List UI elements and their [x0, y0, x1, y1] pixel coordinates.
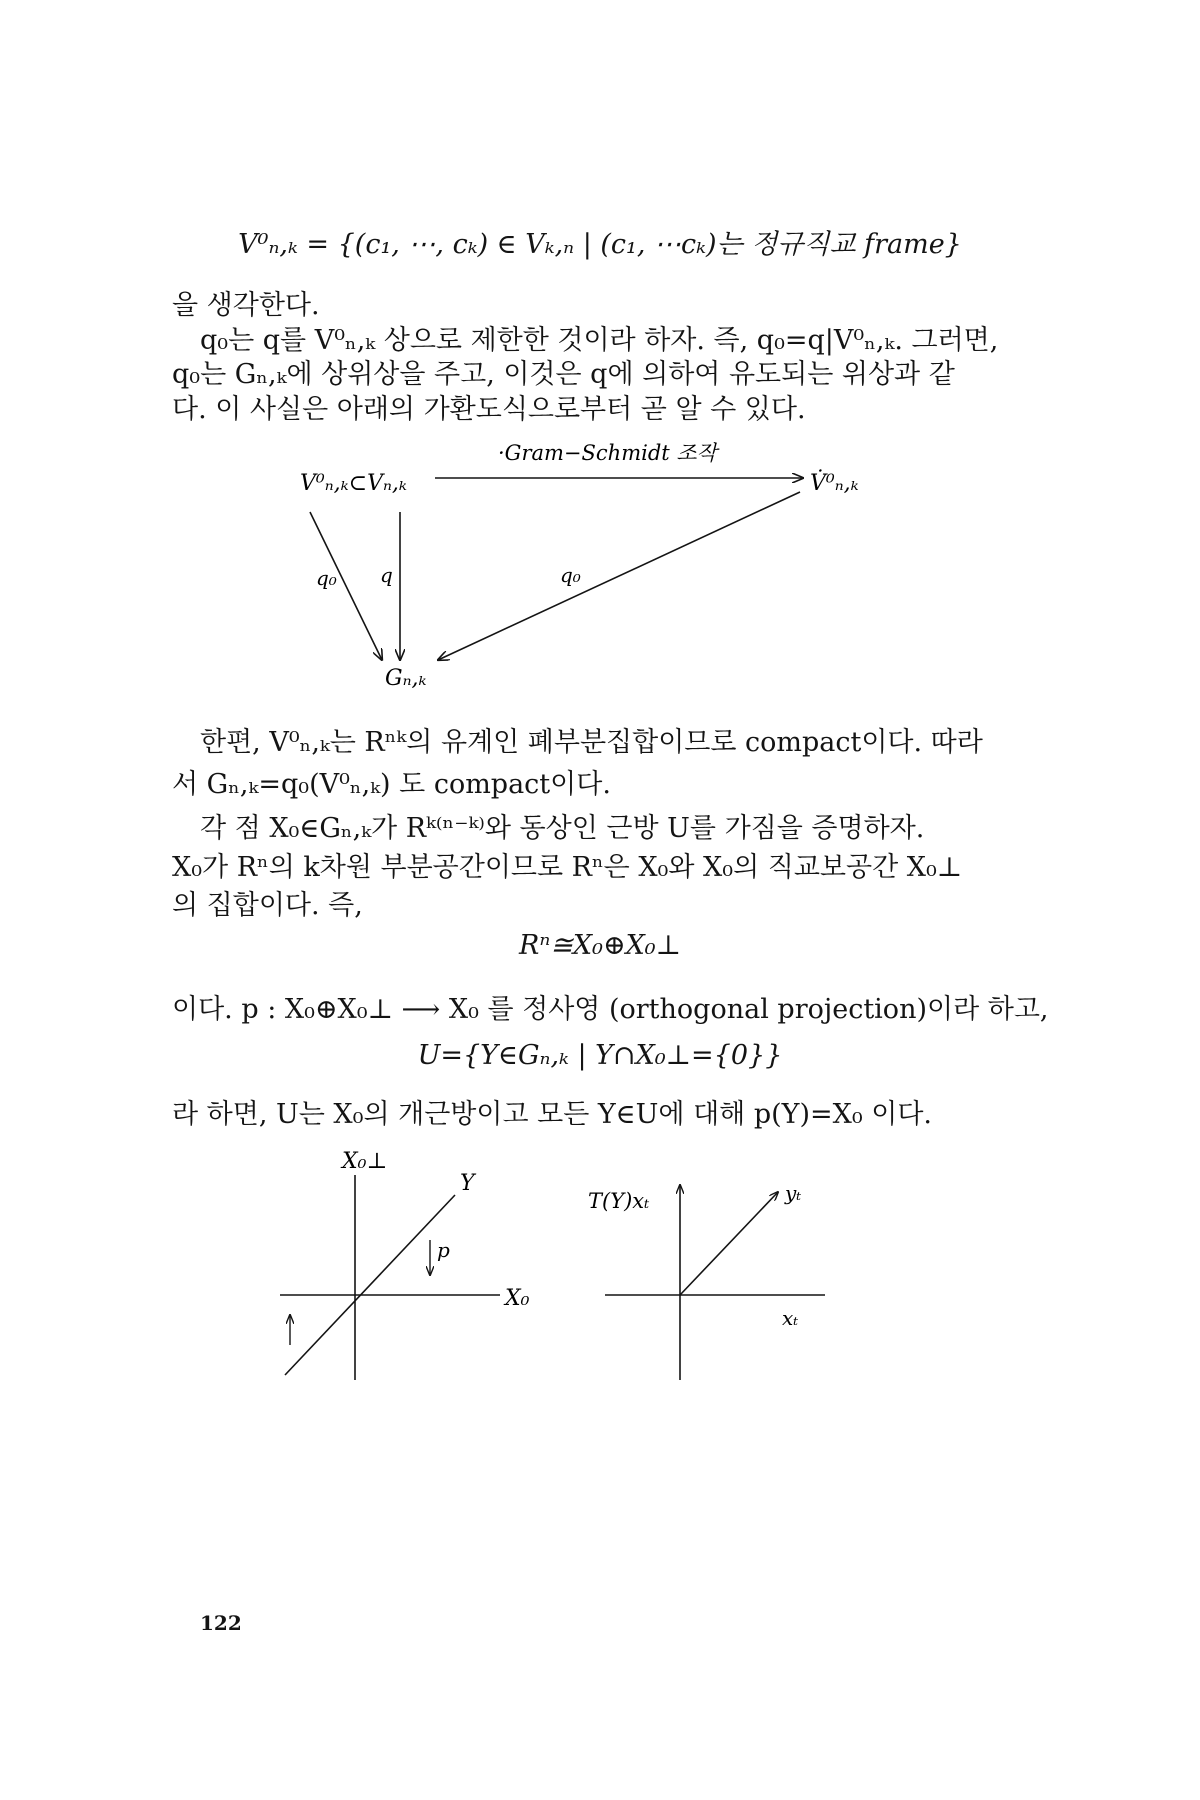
page-number: 122 [200, 1611, 242, 1635]
right-line-label: yₜ [785, 1181, 802, 1205]
paragraph-4-line-3: 의 집합이다. 즉, [172, 890, 363, 921]
left-axis-vert-label: X₀⊥ [342, 1149, 388, 1174]
paragraph-3-line-1: 한편, V⁰ₙ,ₖ는 Rⁿᵏ의 유계인 폐부분집합이므로 compact이다. 따라 [200, 727, 983, 758]
diagram-label-q0-left: q₀ [316, 566, 337, 590]
diagram-label-q: q [380, 563, 393, 587]
formula-v0: V⁰ₙ,ₖ = {(c₁, ⋯, cₖ) ∈ Vₖ,ₙ | (c₁, ⋯cₖ)는 정규직교 frame} [238, 229, 962, 260]
paragraph-3-line-2: 서 Gₙ,ₖ=q₀(V⁰ₙ,ₖ) 도 compact이다. [172, 769, 611, 800]
figure-projection [0, 1140, 1200, 1390]
left-axis-horiz-label: X₀ [505, 1286, 530, 1311]
paragraph-1: 을 생각한다. [172, 290, 320, 321]
diagram-top-right-node: V̇⁰ₙ,ₖ [810, 471, 859, 496]
paragraph-2-line-2: q₀는 Gₙ,ₖ에 상위상을 주고, 이것은 q에 의하여 유도되는 위상과 같 [172, 359, 955, 390]
diagram-top-left-node: V⁰ₙ,ₖ⊂Vₙ,ₖ [300, 471, 407, 496]
formula-iso: Rⁿ≅X₀⊕X₀⊥ [519, 930, 681, 961]
left-diagonal-line [285, 1195, 455, 1375]
right-axis-horiz-label: xₜ [782, 1306, 799, 1330]
right-axis-vert-label: T(Y)xₜ [588, 1189, 650, 1213]
formula-u: U={Y∈Gₙ,ₖ | Y∩X₀⊥={0}} [417, 1040, 783, 1071]
paragraph-2-line-3: 다. 이 사실은 아래의 가환도식으로부터 곧 알 수 있다. [172, 394, 806, 425]
diagram-label-q0-right: q₀ [560, 563, 581, 587]
diagram-bottom-node: Gₙ,ₖ [385, 666, 427, 691]
paragraph-2-line-1: q₀는 q를 V⁰ₙ,ₖ 상으로 제한한 것이라 하자. 즉, q₀=q|V⁰ₙ,ₖ. 그러면, [200, 325, 999, 356]
left-line-label: Y [460, 1171, 475, 1196]
diagram-arrow-label-gram-schmidt: ·Gram−Schmidt 조작 [498, 441, 717, 465]
arrow-q0-right [438, 492, 800, 660]
left-proj-label: p [437, 1238, 450, 1262]
paragraph-6-line-1: 라 하면, U는 X₀의 개근방이고 모든 Y∈U에 대해 p(Y)=X₀ 이다. [172, 1099, 933, 1130]
paragraph-5-line-1: 이다. p : X₀⊕X₀⊥ ⟶ X₀ 를 정사영 (orthogonal projection)이라 하고, [172, 994, 1049, 1025]
paragraph-4-line-2: X₀가 Rⁿ의 k차원 부분공간이므로 Rⁿ은 X₀와 X₀의 직교보공간 X₀⊥ [172, 852, 963, 883]
paragraph-4-line-1: 각 점 X₀∈Gₙ,ₖ가 Rᵏ⁽ⁿ⁻ᵏ⁾와 동상인 근방 U를 가짐을 증명하자. [200, 813, 925, 844]
right-diagonal-arrow [680, 1192, 778, 1295]
commutative-diagram [0, 430, 1200, 730]
